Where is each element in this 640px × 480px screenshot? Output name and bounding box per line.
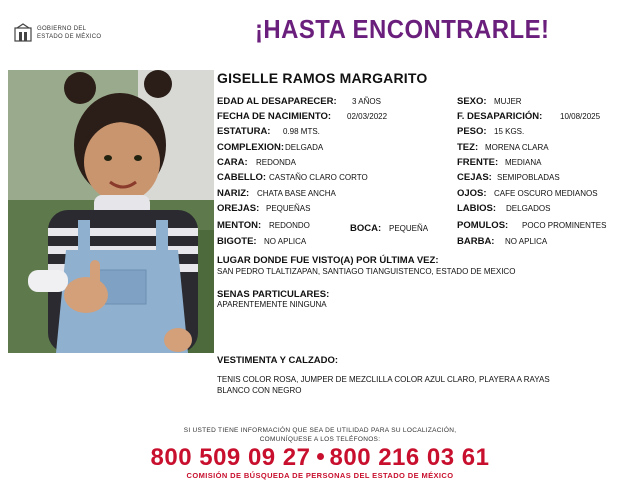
marks-label: SENAS PARTICULARES: <box>217 289 330 300</box>
chin-value: REDONDO <box>269 221 310 230</box>
clothing-label: VESTIMENTA Y CALZADO: <box>217 355 339 366</box>
phone-number-2[interactable]: 800 216 03 61 <box>329 444 490 471</box>
marks-value: APARENTEMENTE NINGUNA <box>217 300 327 309</box>
eyebrows-value: SEMIPOBLADAS <box>497 173 560 182</box>
child-portrait-illustration <box>8 70 214 353</box>
hair-value: CASTAÑO CLARO CORTO <box>269 173 368 182</box>
ears-label: OREJAS: <box>217 203 260 214</box>
disappearance-date-label: F. DESAPARICIÓN: <box>457 111 543 122</box>
disappearance-date-value: 10/08/2025 <box>560 112 601 121</box>
eyes-label: OJOS: <box>457 188 487 199</box>
skin-label: TEZ: <box>457 142 479 153</box>
eyebrows-label: CEJAS: <box>457 172 492 183</box>
commission-name: COMISIÓN DE BÚSQUEDA DE PERSONAS DEL ESTADO DE MÉXICO <box>186 471 454 480</box>
phone-number-1[interactable]: 800 509 09 27 <box>150 444 311 471</box>
birthdate-value: 02/03/2022 <box>347 112 388 121</box>
last-seen-label: LUGAR DONDE FUE VISTO(A) POR ÚLTIMA VEZ: <box>217 255 439 266</box>
weight-label: PESO: <box>457 126 487 137</box>
phone-numbers <box>0 444 640 472</box>
info-text-line2: COMUNÍQUESE A LOS TELÉFONOS: <box>259 436 381 443</box>
ears-value: PEQUEÑAS <box>266 204 311 213</box>
clothing-line2: BLANCO CON NEGRO <box>217 386 302 395</box>
state-seal-icon <box>12 22 34 44</box>
face-value: REDONDA <box>256 158 297 167</box>
separator-dot-icon <box>317 453 324 460</box>
chin-label: MENTON: <box>217 220 262 231</box>
beard-value: NO APLICA <box>505 237 548 246</box>
nose-value: CHATA BASE ANCHA <box>257 189 336 198</box>
logo-text-line1: GOBIERNO DEL <box>37 26 87 32</box>
birthdate-label: FECHA DE NACIMIENTO: <box>217 111 331 122</box>
lips-label: LABIOS: <box>457 203 497 214</box>
last-seen-value: SAN PEDRO TLALTIZAPAN, SANTIAGO TIANGUISTENCO, ESTADO DE MEXICO <box>217 267 516 276</box>
cheekbones-label: POMULOS: <box>457 220 509 231</box>
weight-value: 15 KGS. <box>494 127 525 136</box>
face-label: CARA: <box>217 157 248 168</box>
forehead-value: MEDIANA <box>505 158 542 167</box>
cheekbones-value: POCO PROMINENTES <box>522 221 607 230</box>
age-value: 3 AÑOS <box>352 97 381 106</box>
build-value: DELGADA <box>285 143 324 152</box>
missing-person-photo <box>8 70 214 353</box>
sex-value: MUJER <box>494 97 522 106</box>
mustache-label: BIGOTE: <box>217 236 257 247</box>
headline: ¡HASTA ENCONTRARLE! <box>255 14 550 44</box>
clothing-line1: TENIS COLOR ROSA, JUMPER DE MEZCLILLA COLOR AZUL CLARO, PLAYERA A RAYAS <box>217 375 550 384</box>
height-label: ESTATURA: <box>217 126 271 137</box>
lips-value: DELGADOS <box>506 204 551 213</box>
mouth-value: PEQUEÑA <box>389 224 429 233</box>
build-label: COMPLEXION: <box>217 142 285 153</box>
sex-label: SEXO: <box>457 96 487 107</box>
nose-label: NARIZ: <box>217 188 250 199</box>
person-name: GISELLE RAMOS MARGARITO <box>217 70 428 86</box>
mustache-value: NO APLICA <box>264 237 307 246</box>
government-logo <box>12 22 132 48</box>
skin-value: MORENA CLARA <box>485 143 549 152</box>
height-value: 0.98 MTS. <box>283 127 320 136</box>
hair-label: CABELLO: <box>217 172 267 183</box>
eyes-value: CAFE OSCURO MEDIANOS <box>494 189 598 198</box>
beard-label: BARBA: <box>457 236 495 247</box>
logo-text-line2: ESTADO DE MÉXICO <box>37 34 102 40</box>
mouth-label: BOCA: <box>350 223 382 234</box>
info-text-line1: SI USTED TIENE INFORMACIÓN QUE SEA DE UTILIDAD PARA SU LOCALIZACIÓN, <box>183 427 457 434</box>
age-label: EDAD AL DESAPARECER: <box>217 96 337 107</box>
forehead-label: FRENTE: <box>457 157 499 168</box>
